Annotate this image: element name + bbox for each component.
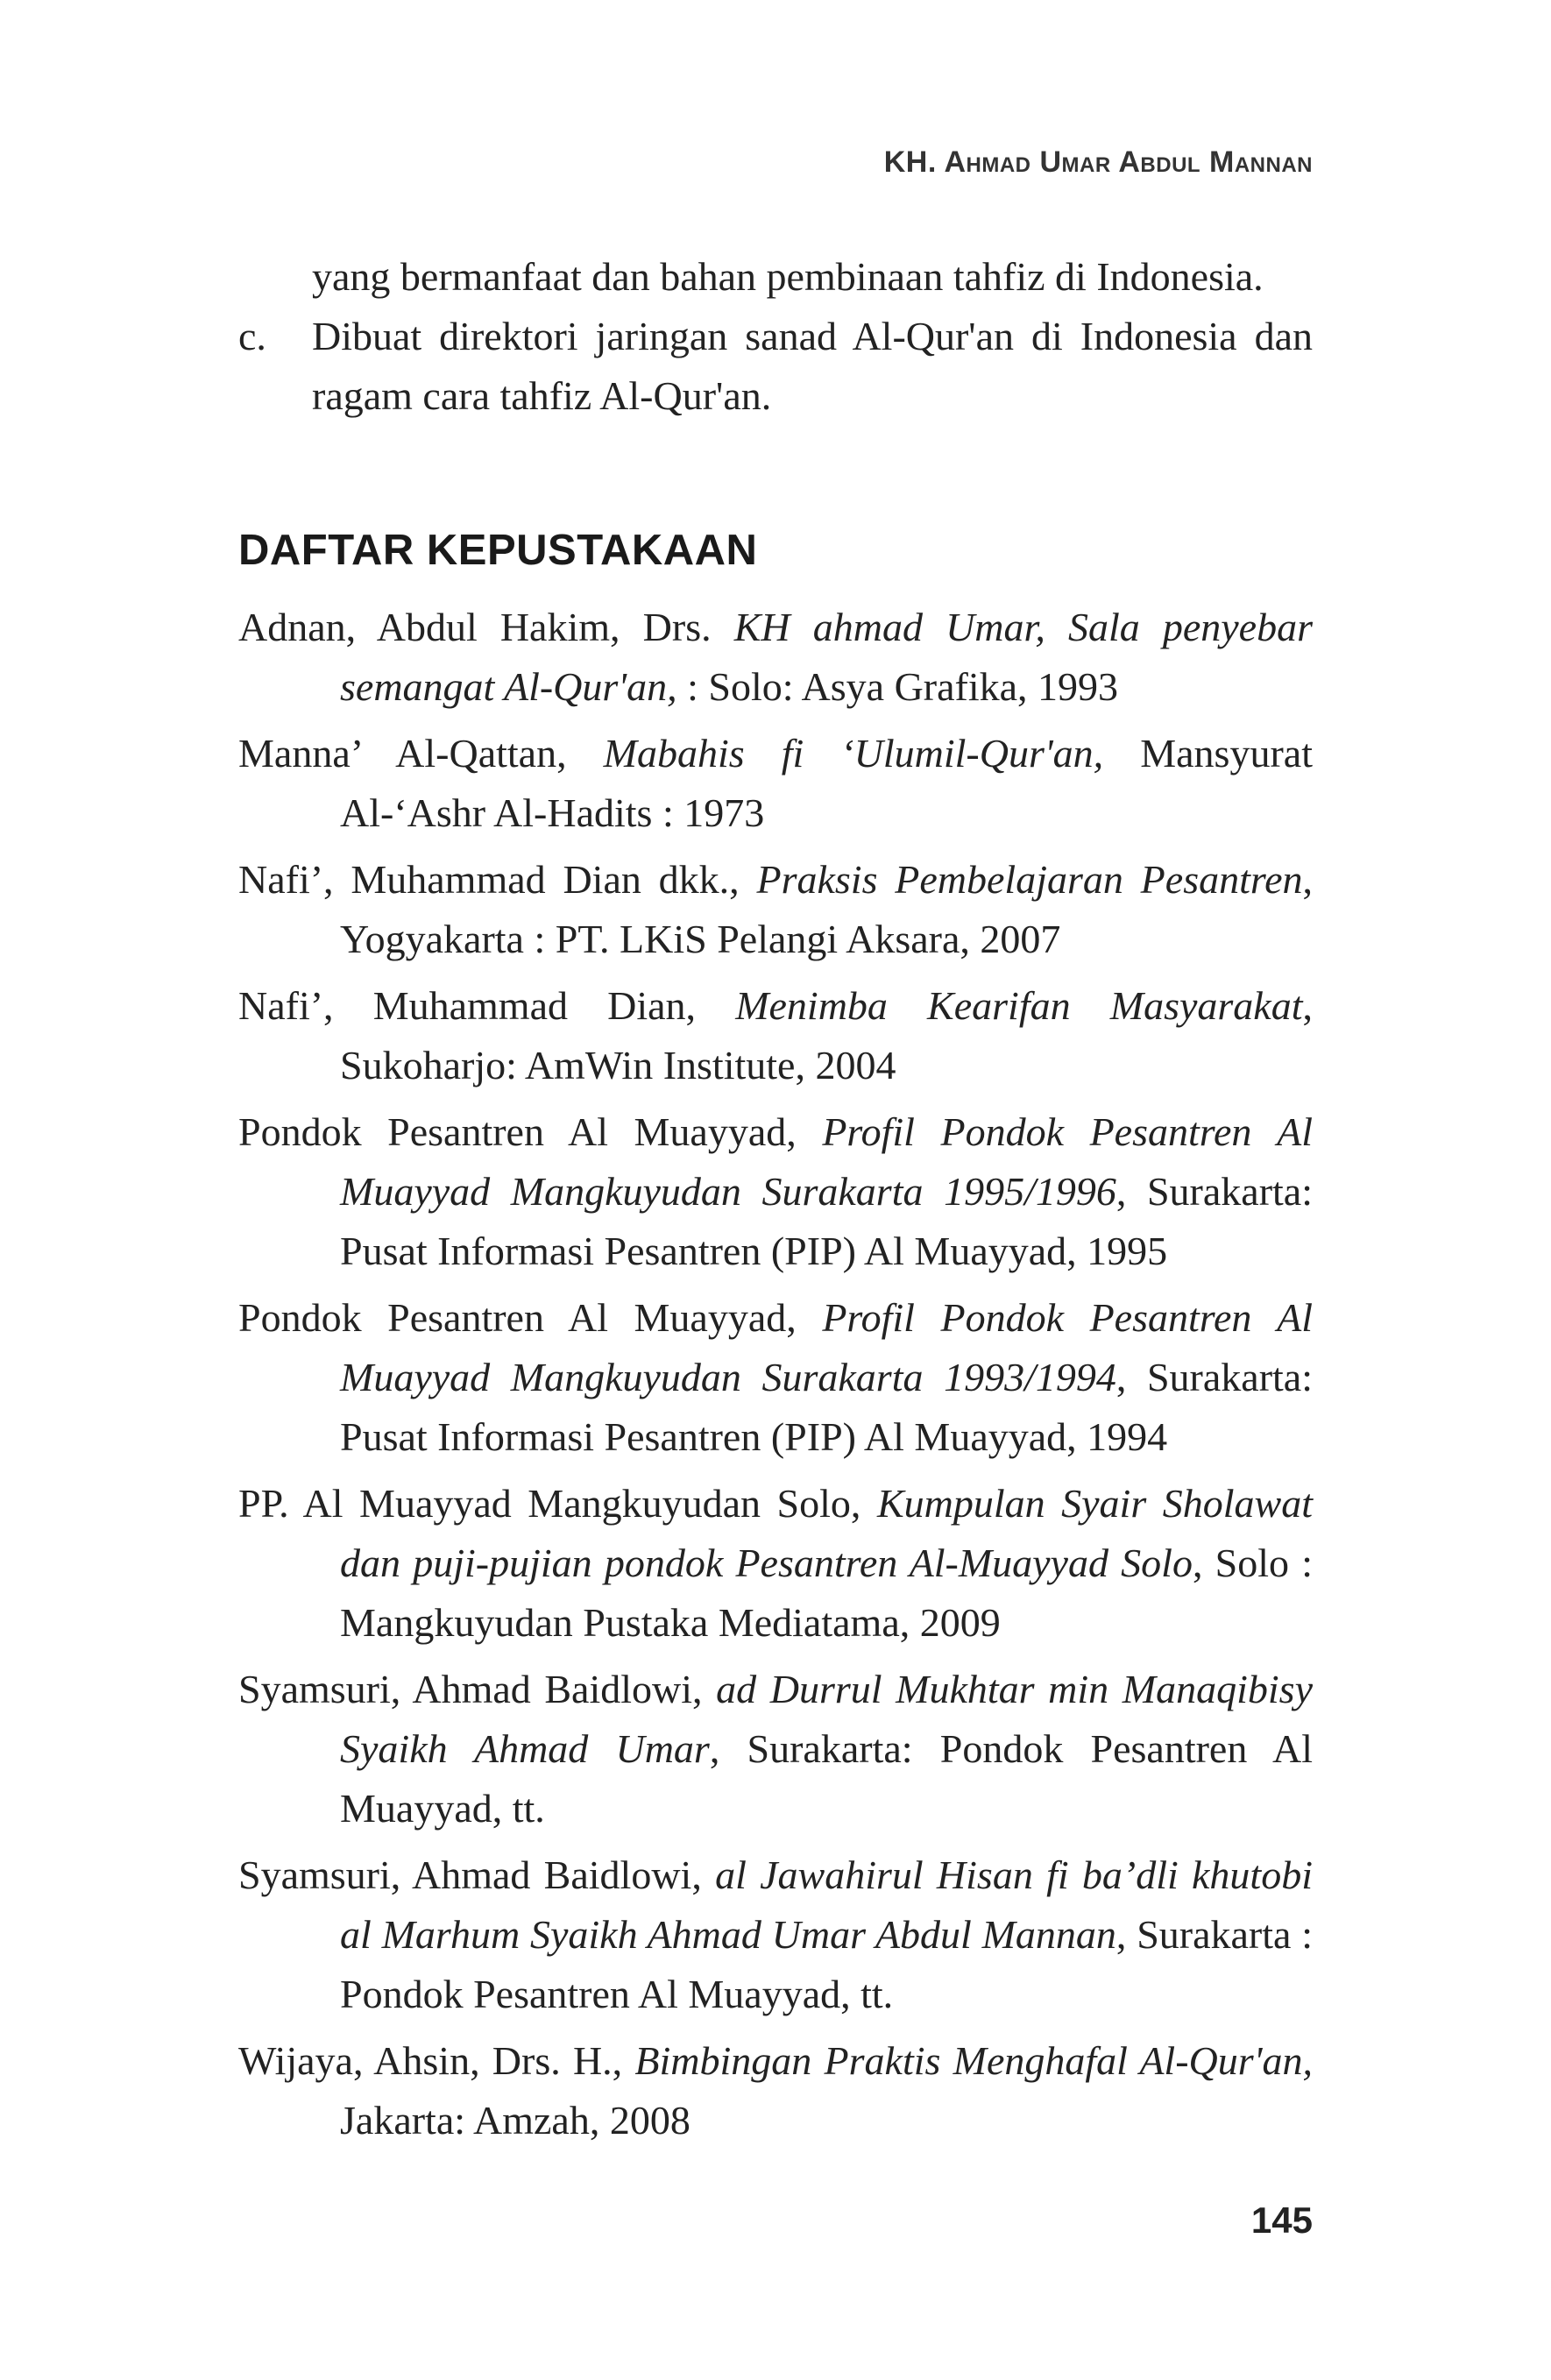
reference-author: Adnan, Abdul Hakim, Drs. — [238, 605, 734, 649]
reference-title: Praksis Pembelajaran Pesantren — [756, 857, 1303, 902]
reference-author: Syamsuri, Ahmad Baidlowi, — [238, 1852, 716, 1897]
reference-entry — [238, 1845, 1313, 2024]
reference-list — [238, 598, 1313, 2157]
reference-author: Syamsuri, Ahmad Baidlowi, — [238, 1667, 717, 1711]
reference-publication: , Surakarta: Pondok Pesantren Al Muayyad, tt. — [340, 1726, 1313, 1831]
reference-publication: Jakarta: Amzah, 2008 — [340, 2098, 691, 2143]
reference-entry — [238, 598, 1313, 717]
reference-entry — [238, 1102, 1313, 1281]
reference-author: PP. Al Muayyad Mangkuyudan Solo, — [238, 1481, 877, 1526]
reference-author: Pondok Pesantren Al Muayyad, — [238, 1109, 823, 1154]
reference-entry — [238, 2031, 1313, 2150]
list-marker: c. — [238, 314, 266, 358]
reference-title: Menimba Kearifan Masyarakat — [735, 983, 1303, 1028]
reference-title: Profil Pondok Pesantren Al Muayyad Mangkuyudan Surakarta 1993/1994 — [340, 1295, 1313, 1399]
reference-entry — [238, 850, 1313, 969]
reference-publication: , Sukoharjo: AmWin Institute, 2004 — [340, 983, 1313, 1087]
reference-entry — [238, 724, 1313, 843]
reference-author: Nafi’, Muhammad Dian, — [238, 983, 736, 1028]
running-header-title: KH. Ahmad Umar Abdul Mannan — [883, 145, 1313, 179]
reference-entry — [238, 1474, 1313, 1653]
reference-publication: , Yogyakarta : PT. LKiS Pelangi Aksara, 2007 — [340, 857, 1313, 961]
reference-author: Pondok Pesantren Al Muayyad, — [238, 1295, 823, 1340]
reference-title: Kumpulan Syair Sholawat dan puji-pujian pondok Pesantren Al-Muayyad Solo — [340, 1481, 1313, 1585]
reference-title: Profil Pondok Pesantren Al Muayyad Mangkuyudan Surakarta 1995/1996 — [340, 1109, 1313, 1214]
reference-title: Mabahis fi ‘Ulumil-Qur'an, — [603, 731, 1104, 776]
reference-publication: : Solo: Asya Grafika, 1993 — [676, 664, 1119, 709]
reference-title: al Jawahirul Hisan fi ba’dli khutobi al Marhum Syaikh Ahmad Umar Abdul Mannan — [340, 1852, 1313, 1957]
reference-entry — [238, 976, 1313, 1095]
reference-publication: , Surakarta: Pusat Informasi Pesantren (PIP) Al Muayyad, 1995 — [340, 1169, 1313, 1273]
reference-publication: Mansyurat Al-‘Ashr Al-Hadits : 1973 — [340, 731, 1313, 835]
reference-author: Manna’ Al-Qattan, — [238, 731, 604, 776]
section-heading: DAFTAR KEPUSTAKAAN — [238, 527, 758, 574]
reference-title: ad Durrul Mukhtar min Manaqibisy Syaikh Ahmad Umar — [340, 1667, 1313, 1771]
intro-section — [238, 247, 1313, 426]
page-number: 145 — [1250, 2199, 1313, 2241]
reference-publication: , Surakarta : Pondok Pesantren Al Muayyad, tt. — [340, 1912, 1314, 2016]
reference-publication: , Surakarta: Pusat Informasi Pesantren (PIP) Al Muayyad, 1994 — [340, 1355, 1313, 1459]
reference-title: Bimbingan Praktis Menghafal Al-Qur'an, — [634, 2038, 1313, 2083]
list-continuation-text: yang bermanfaat dan bahan pembinaan tahfiz di Indonesia. — [312, 254, 1264, 299]
reference-author: Wijaya, Ahsin, Drs. H., — [238, 2038, 635, 2083]
reference-author: Nafi’, Muhammad Dian dkk., — [238, 857, 757, 902]
list-item-c — [238, 307, 1313, 426]
reference-entry — [238, 1288, 1313, 1467]
list-item-text: Dibuat direktori jaringan sanad Al-Qur'an di Indonesia dan ragam cara tahfiz Al-Qur'an. — [312, 314, 1313, 418]
reference-publication: , Solo : Mangkuyudan Pustaka Mediatama, 2009 — [340, 1541, 1313, 1645]
reference-entry — [238, 1660, 1313, 1838]
reference-title: KH ahmad Umar, Sala penyebar semangat Al-Qur'an, — [340, 605, 1313, 709]
